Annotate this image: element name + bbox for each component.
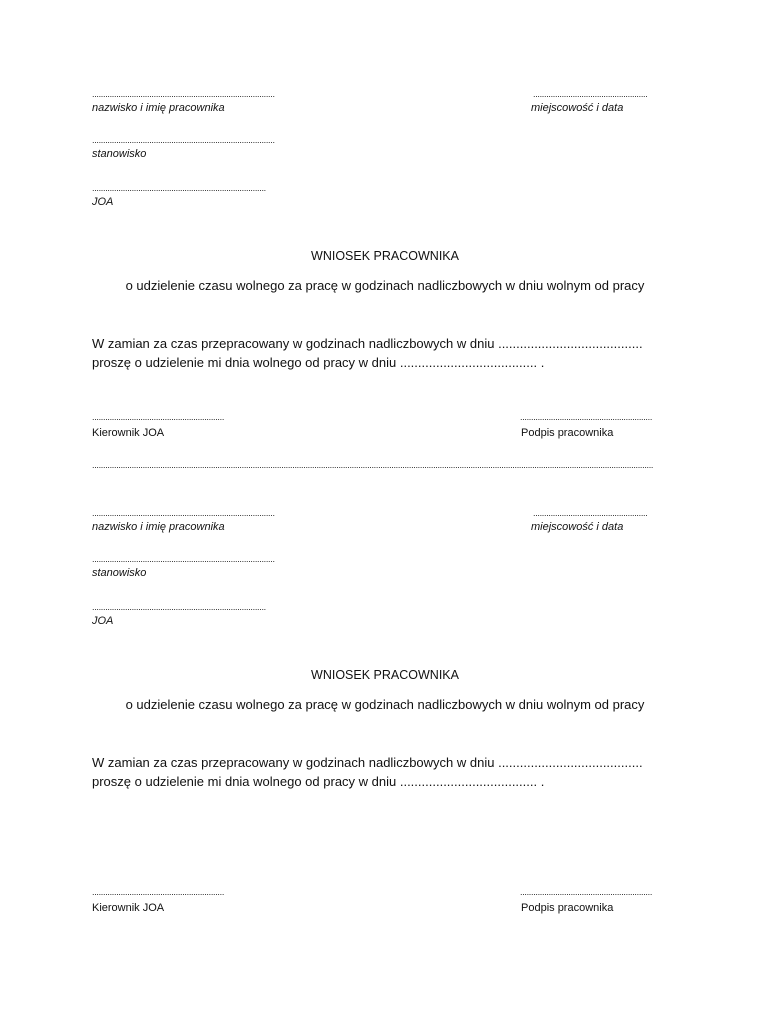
request-line-2: proszę o udzielenie mi dnia wolnego od pracy w dniu ...................................... . xyxy=(92,355,545,370)
name-label: nazwisko i imię pracownika xyxy=(92,102,225,114)
form-subtitle: o udzielenie czasu wolnego za pracę w godzinach nadliczbowych w dniu wolnym od pracy xyxy=(125,697,645,712)
place-date-label: miejscowość i data xyxy=(531,521,624,533)
joa-label: JOA xyxy=(92,615,114,627)
place-date-dotted-line: .................................................... xyxy=(533,508,648,518)
signature-dotted-line: ............................................................ xyxy=(520,887,653,897)
joa-dotted-line: ............................................................................... xyxy=(92,602,266,612)
request-line-1: W zamian za czas przepracowany w godzinach nadliczbowych w dniu ........................................ xyxy=(92,755,643,770)
joa-label: JOA xyxy=(92,196,114,208)
manager-dotted-line: ............................................................ xyxy=(92,887,225,897)
form-title: WNIOSEK PRACOWNIKA xyxy=(311,668,459,682)
place-date-label: miejscowość i data xyxy=(531,102,624,114)
signature-label: Podpis pracownika xyxy=(521,427,614,439)
joa-dotted-line: ............................................................................... xyxy=(92,183,266,193)
signature-label: Podpis pracownika xyxy=(521,902,614,914)
name-dotted-line: ................................................................................... xyxy=(92,89,275,99)
name-label: nazwisko i imię pracownika xyxy=(92,521,225,533)
position-label: stanowisko xyxy=(92,567,147,579)
position-dotted-line: ................................................................................... xyxy=(92,554,275,564)
form-subtitle: o udzielenie czasu wolnego za pracę w godzinach nadliczbowych w dniu wolnym od pracy xyxy=(125,278,645,293)
request-line-1: W zamian za czas przepracowany w godzinach nadliczbowych w dniu ........................................ xyxy=(92,336,643,351)
form-title: WNIOSEK PRACOWNIKA xyxy=(311,249,459,263)
name-dotted-line: ................................................................................... xyxy=(92,508,275,518)
manager-dotted-line: ............................................................ xyxy=(92,412,225,422)
request-line-2: proszę o udzielenie mi dnia wolnego od pracy w dniu ...................................... . xyxy=(92,774,545,789)
position-label: stanowisko xyxy=(92,148,147,160)
manager-label: Kierownik JOA xyxy=(92,427,165,439)
position-dotted-line: ................................................................................... xyxy=(92,135,275,145)
manager-label: Kierownik JOA xyxy=(92,902,165,914)
signature-dotted-line: ............................................................ xyxy=(520,412,653,422)
place-date-dotted-line: .................................................... xyxy=(533,89,648,99)
cut-separator-line: ............................................................................................................................................................................................................................................................... xyxy=(92,461,654,470)
